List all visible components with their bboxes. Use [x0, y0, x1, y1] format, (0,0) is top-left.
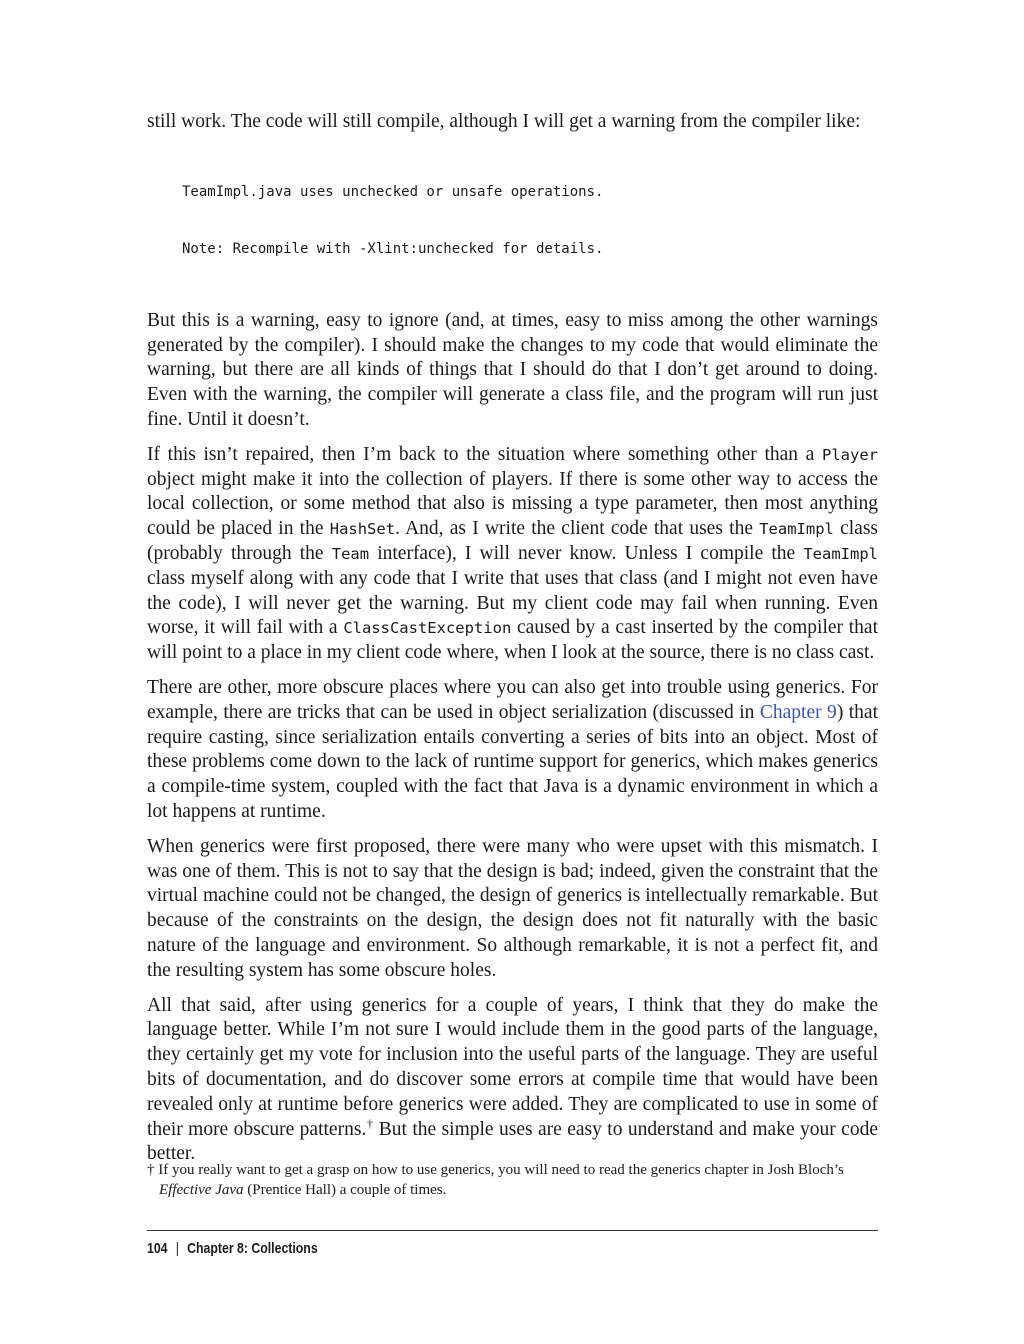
- inline-code-player: Player: [822, 445, 878, 464]
- text-span: object might make it into the collection of players. If there is some other way to access the local collection, or some method that also is missing a type parameter, then most anything could be placed in the: [147, 468, 878, 540]
- text-span: (Prentice Hall) a couple of times.: [243, 1182, 447, 1198]
- text-span: . And, as I write the client code that uses the: [395, 518, 760, 540]
- text-span: caused by a cast inserted by the compiler that will point to a place in my client code where, when I look at the source, there is no class cast.: [147, 617, 878, 664]
- text-span: If you really want to get a grasp on how to use generics, you will need to read the generics chapter in Josh Bloch’s: [154, 1162, 844, 1178]
- text-span: interface), I will never know. Unless I compile the: [369, 542, 804, 564]
- paragraph-2: But this is a warning, easy to ignore (and, at times, easy to miss among the other warnings generated by the compiler). I should make the changes to my code that would eliminate the warning, but there are all kinds of things that I should do that I don’t get around to doing. Even with the warning, the compiler will generate a class file, and the program will run just fine. Until it doesn’t.: [147, 309, 878, 430]
- footnote-dagger: †: [147, 1162, 155, 1178]
- paragraph-6: [147, 994, 878, 1168]
- inline-code-teamimpl-2: TeamImpl: [803, 544, 878, 563]
- paragraph-3: [147, 443, 878, 666]
- page-footer: [147, 1240, 318, 1257]
- footer-separator: |: [175, 1240, 179, 1257]
- chapter-9-link[interactable]: Chapter 9: [759, 701, 837, 723]
- chapter-label: Chapter 8: Collections: [187, 1240, 318, 1257]
- footnote-marker: †: [366, 1116, 374, 1130]
- inline-code-hashset: HashSet: [329, 520, 396, 539]
- page-body: [147, 110, 878, 1177]
- text-span: There are other, more obscure places where you can also get into trouble using generics. For example, there are tricks that can be used in object serialization (discussed in: [147, 676, 878, 723]
- text-span: But the simple uses are easy to understand and make your code better.: [147, 1118, 878, 1165]
- inline-code-classcastexception: ClassCastException: [343, 619, 512, 638]
- page-number: 104: [147, 1240, 168, 1257]
- code-block: [182, 145, 878, 297]
- footer-divider: [147, 1230, 878, 1231]
- paragraph-4: [147, 676, 878, 825]
- text-span: All that said, after using generics for a couple of years, I think that they do make the language better. While I’m not sure I would include them in the good parts of the language, they certainly get my vote for inclusion into the useful parts of the language. They are useful bits of documentation, and do discover some errors at compile time that would have been revealed only at runtime before generics were added. They are complicated to use in some of their more obscure patterns.: [147, 994, 878, 1140]
- code-line-1: TeamImpl.java uses unchecked or unsafe operations.: [182, 183, 604, 200]
- text-span: class (probably through the: [147, 518, 878, 564]
- inline-code-teamimpl: TeamImpl: [759, 520, 834, 539]
- text-span: class myself along with any code that I write that uses that class (and I might not even have the code), I will never get the warning. But my client code may fail when running. Even worse, it will fail with a: [147, 567, 878, 639]
- text-span: If this isn’t repaired, then I’m back to the situation where something other than a: [147, 443, 822, 465]
- text-span: ) that require casting, since serialization entails converting a series of bits into an object. Most of these problems come down to the lack of runtime support for generics, which makes generics a compile-time system, coupled with the fact that Java is a dynamic environment in which a lot happens at runtime.: [147, 701, 878, 822]
- footnote: [147, 1160, 878, 1200]
- footnote-text: [147, 1160, 878, 1200]
- inline-code-team: Team: [331, 544, 370, 563]
- paragraph-5: When generics were first proposed, there were many who were upset with this mismatch. I was one of them. This is not to say that the design is bad; indeed, given the constraint that the virtual machine could not be changed, the design of generics is intellectually remarkable. But because of the constraints on the design, the design does not fit naturally with the basic nature of the language and environment. So although remarkable, it is not a perfect fit, and the resulting system has some obscure holes.: [147, 835, 878, 981]
- code-line-2: Note: Recompile with -Xlint:unchecked for details.: [182, 240, 604, 257]
- paragraph-1: still work. The code will still compile, although I will get a warning from the compiler like:: [147, 111, 861, 132]
- book-title: Effective Java: [159, 1182, 244, 1198]
